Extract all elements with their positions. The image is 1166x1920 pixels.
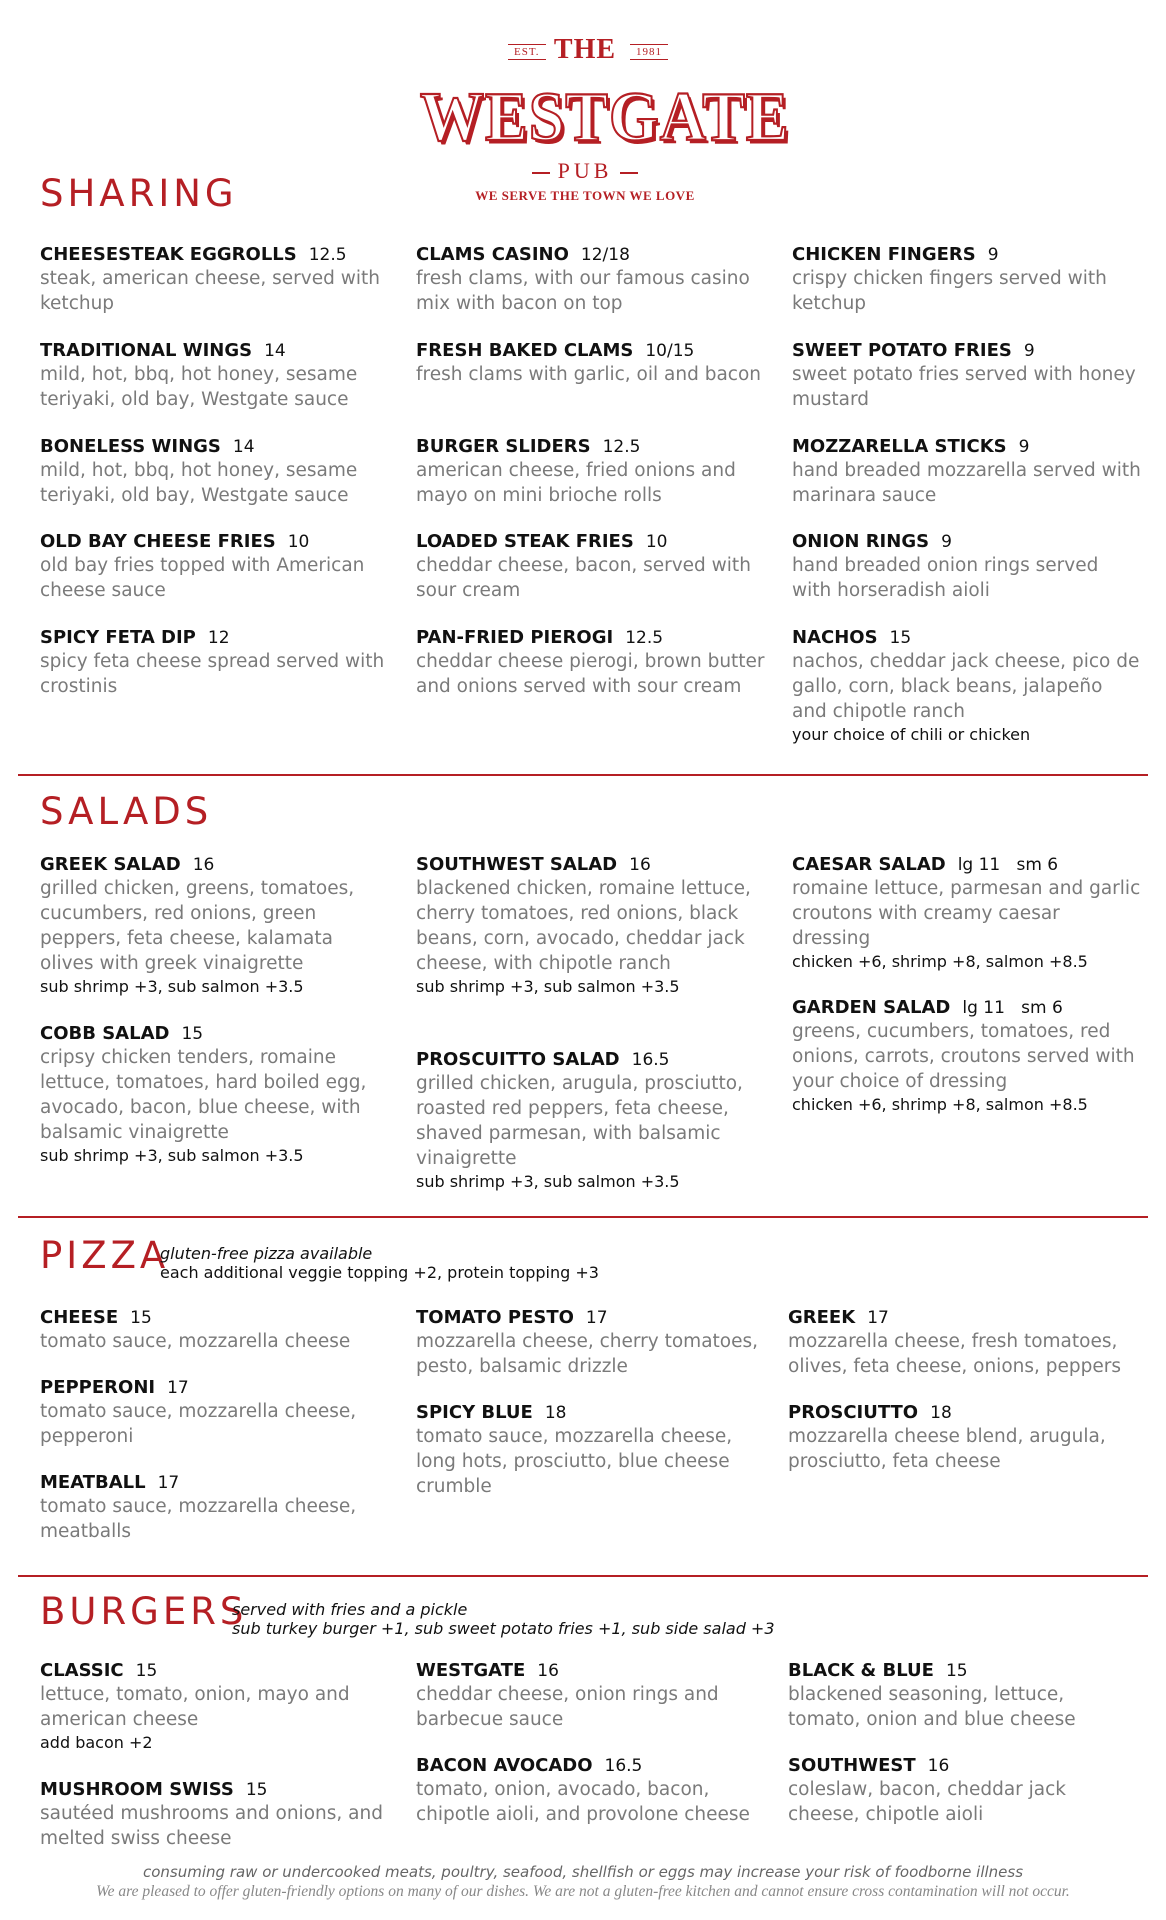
menu-item-description: steak, american cheese, served with ketchup [40,268,380,314]
menu-item-header [416,531,766,553]
menu-item-header [792,244,1142,266]
menu-item-description: cheddar cheese, onion rings and barbecue sauce [416,1684,719,1730]
menu-item [416,1755,766,1827]
menu-item [40,1660,390,1754]
menu-item-price: 17 [867,1308,889,1328]
menu-item-description: tomato sauce, mozzarella cheese, meatballs [40,1496,357,1542]
logo-est: EST. [508,44,546,60]
menu-item-name: CHICKEN FINGERS [792,244,976,265]
menu-item-description: tomato, onion, avocado, bacon, chipotle aioli, and provolone cheese [416,1779,750,1825]
menu-item-name: GARDEN SALAD [792,997,951,1018]
menu-item [40,340,390,412]
menu-item-price: 10 [287,532,310,552]
menu-item-price: 12.5 [602,437,641,457]
menu-item-description: grilled chicken, greens, tomatoes, cucumbers, red onions, green peppers, feta cheese, kalamata olives with greek vinaigrette [40,878,355,974]
menu-item [792,531,1142,603]
menu-item-price: 16.5 [631,1050,670,1070]
section-title-salads: SALADS [40,790,213,833]
menu-item-price: 14 [264,341,286,361]
menu-item-price: 9 [987,245,999,265]
menu-item-description: hand breaded mozzarella served with marinara sauce [792,460,1141,506]
menu-item-name: PROSCUITTO SALAD [416,1049,620,1070]
menu-item-name: GREEK [788,1307,856,1328]
menu-item-price: 12 [207,628,230,648]
menu-item-header [40,1307,390,1329]
menu-item-header [792,854,1142,876]
menu-item-header [40,340,390,362]
menu-item-header [416,340,766,362]
menu-item-addon: add bacon +2 [40,1733,153,1752]
footer-gluten-disclaimer: We are pleased to offer gluten-friendly options on many of our dishes. We are not a gluten-free kitchen and cannot ensure cross contamination will not occur. [96,1883,1070,1900]
menu-item-name: OLD BAY CHEESE FRIES [40,531,276,552]
menu-item [416,244,766,316]
menu-item-description: fresh clams, with our famous casino mix with bacon on top [416,268,750,314]
menu-item [416,1049,766,1193]
menu-item-name: LOADED STEAK FRIES [416,531,634,552]
menu-item-addon: sub shrimp +3, sub salmon +3.5 [416,977,680,996]
logo-year: 1981 [630,44,668,60]
menu-item-description: blackened chicken, romaine lettuce, cherry tomatoes, red onions, black beans, corn, avocado, cheddar jack cheese, with chipotle ranch [416,878,751,974]
menu-item [40,627,390,699]
menu-item-description: tomato sauce, mozzarella cheese, pepperoni [40,1401,357,1447]
menu-item-description: mozzarella cheese blend, arugula, prosciutto, feta cheese [788,1426,1106,1472]
menu-item-description: crispy chicken fingers served with ketchup [792,268,1107,314]
menu-item-price: 9 [1018,437,1030,457]
pizza-note-gluten: gluten-free pizza available [160,1244,373,1263]
menu-item-description: cripsy chicken tenders, romaine lettuce, tomatoes, hard boiled egg, avocado, bacon, blue cheese, with balsamic vinaigrette [40,1047,367,1143]
menu-item-price: 10/15 [645,341,695,361]
menu-item-header [40,531,390,553]
menu-item-name: BLACK & BLUE [788,1660,934,1681]
menu-item-price: 16 [537,1661,559,1681]
logo-tagline: WE SERVE THE TOWN WE LOVE [475,188,695,203]
section-title-burgers: BURGERS [40,1590,248,1633]
menu-item-description: fresh clams with garlic, oil and bacon [416,364,762,385]
menu-item-header [416,436,766,458]
burgers-note [232,1600,775,1638]
menu-item-name: TRADITIONAL WINGS [40,340,253,361]
menu-item [788,1755,1138,1827]
menu-item-price: 16 [927,1756,950,1776]
menu-item-header [40,1779,390,1801]
menu-item-header [416,1660,766,1682]
menu-item-name: PEPPERONI [40,1377,156,1398]
menu-item-price: 18 [930,1403,952,1423]
menu-item-description: lettuce, tomato, onion, mayo and american cheese [40,1684,350,1730]
menu-item-description: cheddar cheese pierogi, brown butter and onions served with sour cream [416,651,765,697]
menu-item-name: PROSCIUTTO [788,1402,919,1423]
menu-item-price: lg 11 sm 6 [962,998,1063,1018]
menu-item-name: CHEESESTEAK EGGROLLS [40,244,297,265]
menu-item-header [788,1402,1138,1424]
menu-item-price: 14 [232,437,255,457]
menu-item [792,340,1142,412]
menu-item-addon: chicken +6, shrimp +8, salmon +8.5 [792,952,1088,971]
menu-item-price: 17 [585,1308,608,1328]
menu-item-price: 16 [192,855,215,875]
menu-item-description: mild, hot, bbq, hot honey, sesame teriyaki, old bay, Westgate sauce [40,364,358,410]
menu-item-header [416,1402,766,1424]
menu-item-name: BACON AVOCADO [416,1755,593,1776]
logo-the: THE [553,34,617,65]
menu-item-header [40,854,390,876]
menu-item-price: 12.5 [308,245,347,265]
menu-item [792,436,1142,508]
menu-item [40,1023,390,1167]
menu-item-header [792,531,1142,553]
menu-item [416,1402,766,1499]
menu-item-header [416,1755,766,1777]
westgate-pub-logo [420,28,790,208]
menu-item-name: MOZZARELLA STICKS [792,436,1007,457]
menu-item-name: CAESAR SALAD [792,854,946,875]
menu-item-price: 15 [245,1780,268,1800]
menu-item-description: mozzarella cheese, fresh tomatoes, olives, feta cheese, onions, peppers [788,1331,1121,1377]
menu-item [40,1472,390,1544]
menu-item-name: MEATBALL [40,1472,146,1493]
menu-item-addon: sub shrimp +3, sub salmon +3.5 [416,1172,680,1191]
menu-item-price: 9 [941,532,952,552]
menu-item-name: SPICY FETA DIP [40,627,196,648]
menu-item-name: SOUTHWEST SALAD [416,854,618,875]
menu-item-description: romaine lettuce, parmesan and garlic croutons with creamy caesar dressing [792,878,1141,949]
menu-item-description: mild, hot, bbq, hot honey, sesame teriyaki, old bay, Westgate sauce [40,460,358,506]
menu-item-name: GREEK SALAD [40,854,181,875]
menu-item [416,1307,766,1379]
menu-item-description: greens, cucumbers, tomatoes, red onions, carrots, croutons served with your choice of dressing [792,1021,1135,1092]
menu-item-header [788,1307,1138,1329]
menu-item-header [788,1755,1138,1777]
menu-item [792,997,1142,1116]
menu-item-name: CLAMS CASINO [416,244,569,265]
section-divider [18,774,1148,776]
menu-item-name: CHEESE [40,1307,119,1328]
menu-item-name: CLASSIC [40,1660,124,1681]
menu-item [788,1660,1138,1732]
menu-item-header [416,854,766,876]
menu-item [40,436,390,508]
menu-item-description: grilled chicken, arugula, prosciutto, roasted red peppers, feta cheese, shaved parmesan, with balsamic vinaigrette [416,1073,743,1169]
menu-item [416,531,766,603]
menu-item-header [40,1023,390,1045]
menu-item-header [788,1660,1138,1682]
menu-item-header [792,997,1142,1019]
menu-item-description: cheddar cheese, bacon, served with sour cream [416,555,751,601]
menu-item [40,854,390,998]
menu-item-header [40,1377,390,1399]
menu-item [416,436,766,508]
menu-item-name: COBB SALAD [40,1023,170,1044]
section-divider [18,1575,1148,1577]
pizza-note [160,1244,599,1282]
menu-item-description: blackened seasoning, lettuce, tomato, onion and blue cheese [788,1684,1076,1730]
menu-item-price: 15 [135,1661,158,1681]
menu-item-header [40,1660,390,1682]
menu-item-addon: chicken +6, shrimp +8, salmon +8.5 [792,1095,1088,1114]
menu-item [416,854,766,998]
menu-item [40,1377,390,1449]
menu-item-addon: your choice of chili or chicken [792,725,1031,744]
menu-item-price: 17 [167,1378,189,1398]
menu-item-name: MUSHROOM SWISS [40,1779,234,1800]
menu-item [792,854,1142,973]
burgers-note-sides: served with fries and a pickle [232,1600,468,1619]
menu-item-price: 17 [157,1473,180,1493]
menu-item-name: SOUTHWEST [788,1755,916,1776]
menu-item-header [416,627,766,649]
menu-item-price: 15 [181,1024,204,1044]
menu-item-price: 15 [945,1661,968,1681]
menu-item-description: old bay fries topped with American cheese sauce [40,555,365,601]
menu-item-name: NACHOS [792,627,878,648]
menu-item-name: SPICY BLUE [416,1402,533,1423]
menu-item-price: 12.5 [625,628,664,648]
menu-item-name: FRESH BAKED CLAMS [416,340,634,361]
menu-item-header [792,340,1142,362]
menu-item-description: tomato sauce, mozzarella cheese, long hots, prosciutto, blue cheese crumble [416,1426,733,1497]
menu-item [416,1660,766,1732]
menu-item-price: 18 [544,1403,567,1423]
menu-item-header [40,244,390,266]
menu-item-name: BONELESS WINGS [40,436,221,457]
menu-item [788,1402,1138,1474]
menu-item-header [40,1472,390,1494]
menu-item-header [416,1307,766,1329]
section-title-pizza: PIZZA [40,1234,170,1277]
menu-item [40,531,390,603]
menu-item-name: PAN-FRIED PIEROGI [416,627,614,648]
logo-pub: PUB [420,158,750,184]
menu-item [416,340,766,387]
menu-item-price: 16 [629,855,651,875]
menu-item-description: coleslaw, bacon, cheddar jack cheese, chipotle aioli [788,1779,1067,1825]
menu-item-name: TOMATO PESTO [416,1307,574,1328]
menu-item [792,627,1142,746]
menu-item-description: american cheese, fried onions and mayo on mini brioche rolls [416,460,736,506]
menu-item-description: sweet potato fries served with honey mustard [792,364,1136,410]
menu-item [416,627,766,699]
menu-item [40,1307,390,1354]
menu-item-addon: sub shrimp +3, sub salmon +3.5 [40,977,304,996]
menu-item-name: ONION RINGS [792,531,930,552]
menu-item [788,1307,1138,1379]
menu-item-price: lg 11 sm 6 [957,855,1059,875]
menu-item-header [40,627,390,649]
menu-item-header [416,1049,766,1071]
menu-item-price: 16.5 [604,1756,643,1776]
menu-item-description: tomato sauce, mozzarella cheese [40,1331,351,1352]
menu-item-name: SWEET POTATO FRIES [792,340,1012,361]
section-title-sharing: SHARING [40,172,238,215]
menu-item-price: 9 [1023,341,1035,361]
menu-item-description: sautéed mushrooms and onions, and melted swiss cheese [40,1803,383,1849]
menu-item-description: spicy feta cheese spread served with crostinis [40,651,385,697]
menu-item-addon: sub shrimp +3, sub salmon +3.5 [40,1146,304,1165]
burgers-note-subs: sub turkey burger +1, sub sweet potato fries +1, sub side salad +3 [232,1619,775,1638]
menu-item-name: WESTGATE [416,1660,526,1681]
menu-item-description: hand breaded onion rings served with horseradish aioli [792,555,1099,601]
menu-item-description: nachos, cheddar jack cheese, pico de gallo, corn, black beans, jalapeño and chipotle ranch [792,651,1140,722]
menu-item-price: 10 [645,532,668,552]
menu-item [792,244,1142,316]
logo-name: WESTGATE [420,77,790,156]
menu-item-description: mozzarella cheese, cherry tomatoes, pesto, balsamic drizzle [416,1331,759,1377]
menu-item-header [416,244,766,266]
menu-item-price: 12/18 [580,245,630,265]
menu-item [40,1779,390,1851]
menu-item-price: 15 [130,1308,152,1328]
footer-health-warning: consuming raw or undercooked meats, poultry, seafood, shellfish or eggs may increase your risk of foodborne illness [142,1863,1024,1881]
menu-item-header [792,436,1142,458]
menu-item-header [792,627,1142,649]
menu-item-name: BURGER SLIDERS [416,436,591,457]
menu-item-header [40,436,390,458]
menu-item [40,244,390,316]
pizza-note-toppings: each additional veggie topping +2, protein topping +3 [160,1263,599,1282]
menu-item-price: 15 [889,628,912,648]
section-divider [18,1216,1148,1218]
